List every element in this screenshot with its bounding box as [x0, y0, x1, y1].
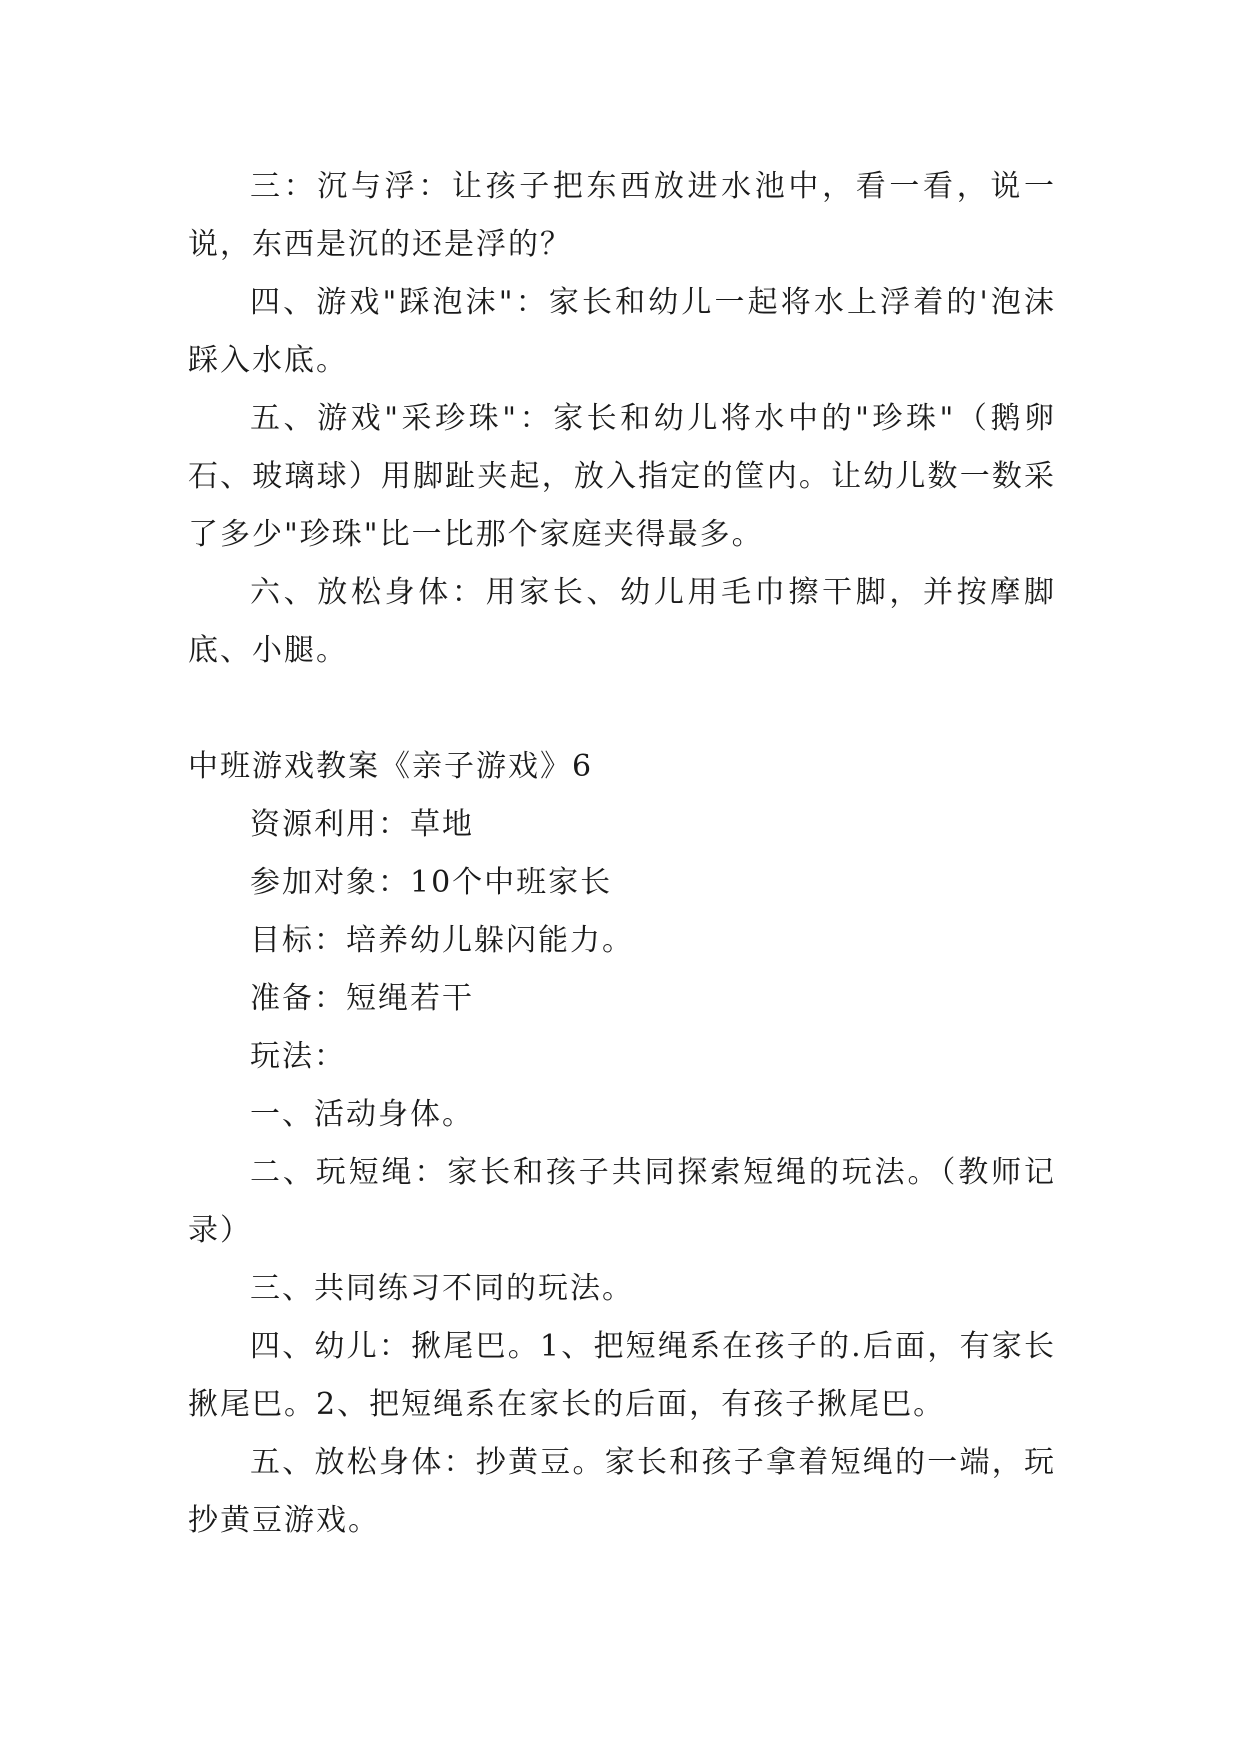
- paragraph-step-3: 三、共同练习不同的玩法。: [250, 1271, 634, 1306]
- section-gap: [188, 680, 1056, 738]
- paragraph-step-2: 二、玩短绳：家长和孩子共同探索短绳的玩法。（教师记录）: [188, 1155, 1056, 1248]
- paragraph-sink-float: 三：沉与浮：让孩子把东西放进水池中，看一看，说一说，东西是沉的还是浮的？: [188, 169, 1056, 262]
- paragraph-pearl-game: 五、游戏"采珍珠"：家长和幼儿将水中的"珍珠"（鹅卵石、玻璃球）用脚趾夹起，放入指定的筐内。让幼儿数一数采了多少"珍珠"比一比那个家庭夹得最多。: [188, 401, 1056, 552]
- section-title: 中班游戏教案《亲子游戏》6: [188, 749, 594, 784]
- paragraph-step-foam: 四、游戏"踩泡沫"：家长和幼儿一起将水上浮着的'泡沫踩入水底。: [188, 285, 1056, 378]
- paragraph-relax-body: 六、放松身体：用家长、幼儿用毛巾擦干脚，并按摩脚底、小腿。: [188, 575, 1056, 668]
- paragraph-preparation: 准备：短绳若干: [250, 981, 474, 1016]
- document-body: [188, 158, 1056, 1550]
- paragraph-step-1: 一、活动身体。: [250, 1097, 474, 1132]
- paragraph-step-4: 四、幼儿：揪尾巴。1、把短绳系在孩子的.后面，有家长揪尾巴。2、把短绳系在家长的后面，有孩子揪尾巴。: [188, 1329, 1056, 1422]
- paragraph-method-label: 玩法：: [250, 1039, 346, 1074]
- paragraph-participants: 参加对象：10个中班家长: [250, 865, 613, 900]
- paragraph-step-5: 五、放松身体：抄黄豆。家长和孩子拿着短绳的一端，玩抄黄豆游戏。: [188, 1445, 1056, 1538]
- paragraph-goal: 目标：培养幼儿躲闪能力。: [250, 923, 634, 958]
- paragraph-resource: 资源利用：草地: [250, 807, 474, 842]
